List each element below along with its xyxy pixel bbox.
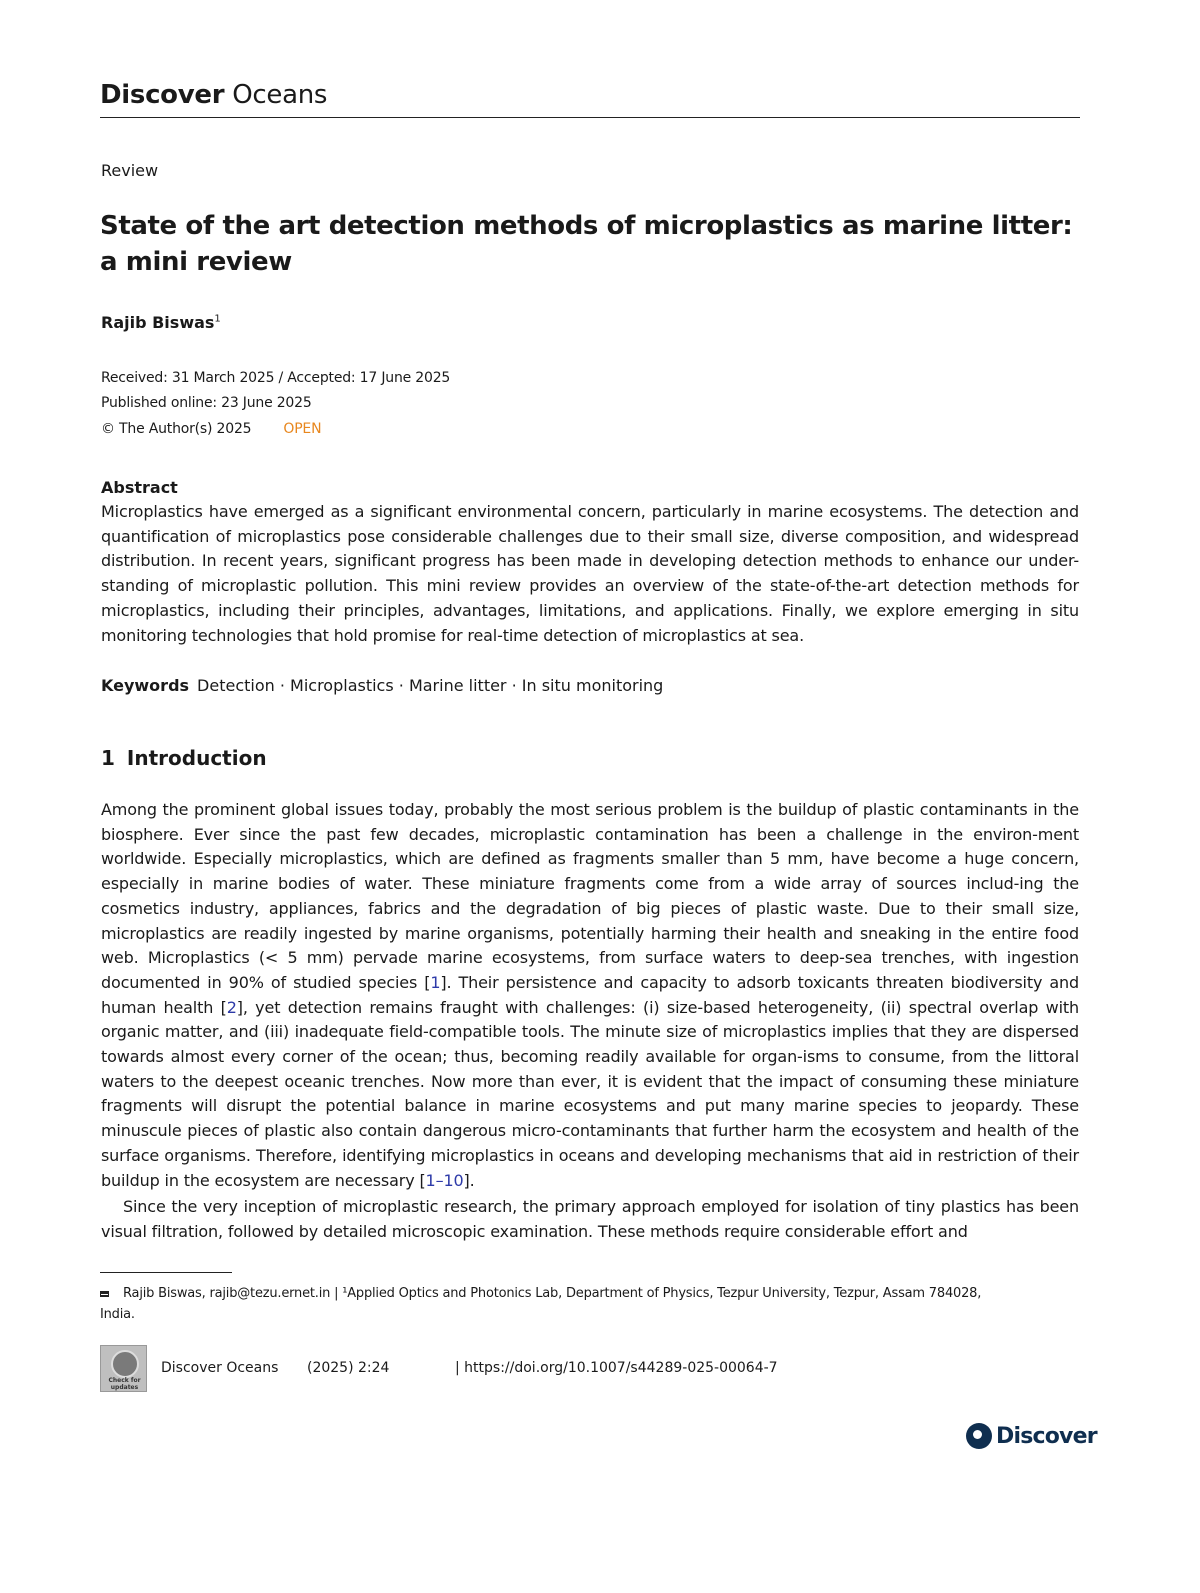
section-number: 1 [101, 746, 115, 770]
discover-logo [966, 1420, 1097, 1452]
footnote-rule [100, 1272, 232, 1273]
author-name [101, 313, 221, 332]
journal-name [100, 80, 327, 110]
section-title: Introduction [126, 746, 267, 770]
copyright-line [101, 421, 321, 437]
published-date: Published online: 23 June 2025 [101, 395, 312, 411]
badge-text: Check for updates [108, 1377, 141, 1391]
title-line-1: State of the art detection methods of microplastics as marine litter: [100, 211, 1073, 241]
citation-link[interactable]: 10 [443, 1170, 464, 1190]
footnote [100, 1283, 1080, 1325]
discover-logo-icon [966, 1423, 992, 1449]
article-type: Review [101, 161, 159, 180]
para-text: ]. [463, 1170, 475, 1190]
keywords [101, 676, 663, 695]
footnote-text: Rajib Biswas, rajib@tezu.ernet.in | ¹Applied Optics and Photonics Lab, Department of Physics, Tezpur University, Tezpur, Assam 784028, [123, 1286, 982, 1301]
citation-range-dash: – [435, 1170, 444, 1190]
para-text: ], yet detection remains fraught with challenges: (i) size-based heterogeneity, (ii) spectral overlap with organic matter, and (iii) inadequate field-compatible tools. The minute size of microplastics implies that they are dispersed towards almost every corner of the ocean; thus, becoming readily available for organ-isms to consume, from the littoral waters to the deepest oceanic trenches. Now more than ever, it is evident that the impact of consuming these miniature fragments will disrupt the potential balance in marine ecosystems and put many marine species to jeopardy. These minuscule pieces of plastic also contain dangerous micro-contaminants that further harm the ecosystem and health of the surface organisms. Therefore, identifying microplastics in oceans and developing mechanisms that aid in restriction of their buildup in the ecosystem are necessary [ [101, 997, 1079, 1190]
para-text: Among the prominent global issues today, probably the most serious problem is the buildup of plastic contaminants in the biosphere. Ever since the past few decades, microplastic contamination has been a challenge in the environ-ment worldwide. Especially microplastics, which are defined as fragments smaller than 5 mm, have become a huge concern, especially in marine bodies of water. These miniature fragments come from a wide array of sources includ-ing the cosmetics industry, appliances, fabrics and the degradation of big pieces of plastic waste. Due to their small size, microplastics are readily ingested by marine organisms, potentially harming their health and sneaking in the entire food web. Microplastics (< 5 mm) pervade marine ecosystems, from surface waters to deep-sea trenches, with ingestion documented in 90% of studied species [ [101, 800, 1079, 992]
footer-journal: Discover Oceans [161, 1360, 279, 1376]
citation-link[interactable]: 1 [430, 972, 441, 992]
journal-name-bold: Discover [100, 80, 225, 110]
citation-link[interactable]: 2 [226, 997, 237, 1017]
introduction-paragraph-2: Since the very inception of microplastic research, the primary approach employed for isolation of tiny plastics has been visual filtration, followed by detailed microscopic examination. These methods require considerable effort and [101, 1197, 1079, 1241]
envelope-icon [100, 1291, 109, 1297]
keywords-label: Keywords [101, 676, 190, 695]
para-text: ]. Their persistence and capacity to adsorb toxicants threaten biodiversity and human health [ [101, 972, 1080, 1017]
citation-link[interactable]: 1 [425, 1170, 436, 1190]
title-line-2: a mini review [100, 247, 292, 277]
footer-volume: (2025) 2:24 [307, 1360, 390, 1376]
open-access-label: OPEN [283, 421, 322, 437]
article-title [100, 208, 1080, 280]
journal-name-rest: Oceans [232, 80, 328, 110]
received-accepted-dates: Received: 31 March 2025 / Accepted: 17 June 2025 [101, 370, 451, 386]
author-text: Rajib Biswas [101, 313, 215, 332]
introduction-paragraph-1 [101, 798, 1079, 1193]
discover-logo-text: Discover [996, 1423, 1097, 1449]
section-heading-introduction [101, 746, 267, 770]
footnote-line-2: India. [100, 1307, 135, 1322]
footer-doi-link[interactable]: | https://doi.org/10.1007/s44289-025-00064-7 [455, 1360, 778, 1376]
copyright-text: © The Author(s) 2025 [101, 421, 252, 437]
abstract-text: Microplastics have emerged as a significant environmental concern, particularly in marine ecosystems. The detection and quantification of microplastics pose considerable challenges due to their small size, diverse composition, and widespread distribution. In recent years, significant progress has been made in developing detection methods to enhance our under-standing of microplastic pollution. This mini review provides an overview of the state-of-the-art detection methods for microplastics, including their principles, advantages, limitations, and applications. Finally, we explore emerging in situ monitoring technologies that hold promise for real-time detection of microplastics at sea. [101, 502, 1079, 645]
author-affiliation-marker: 1 [214, 313, 221, 325]
abstract-heading: Abstract [101, 478, 178, 497]
header-rule [100, 117, 1080, 118]
footnote-line-1 [100, 1283, 1080, 1304]
check-for-updates-badge[interactable] [100, 1345, 147, 1392]
update-icon [111, 1350, 139, 1378]
keywords-list: Detection · Microplastics · Marine litter · In situ monitoring [197, 676, 664, 695]
